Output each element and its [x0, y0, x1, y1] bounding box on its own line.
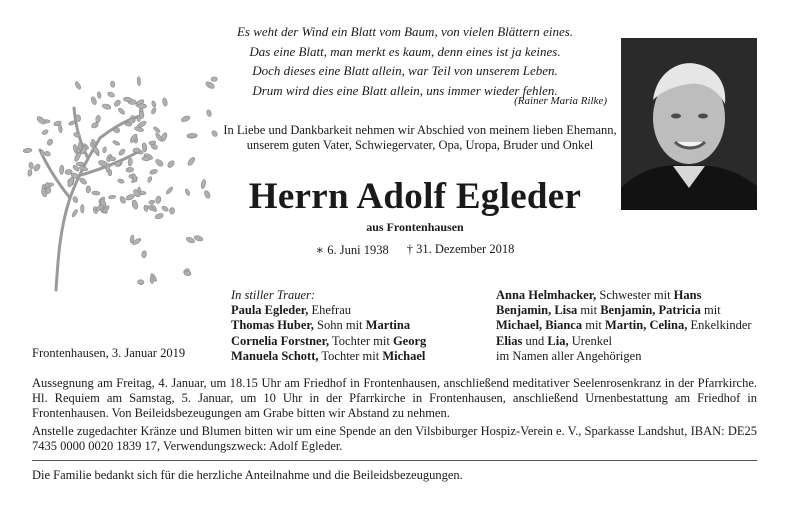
- leaf-shape: [184, 271, 191, 276]
- leaf-shape: [92, 191, 100, 195]
- leaf-shape: [114, 128, 120, 133]
- leaf-shape: [59, 165, 64, 174]
- mourner-name: Thomas Huber,: [231, 318, 314, 333]
- leaf-shape: [147, 176, 153, 183]
- leaf-shape: [153, 126, 161, 133]
- mourner-line: [496, 288, 766, 303]
- mourner-name: Michael, Bianca: [496, 318, 583, 333]
- leaf-shape: [206, 109, 212, 117]
- leaf-shape: [134, 126, 144, 132]
- leaf-shape: [139, 111, 144, 119]
- poem-line: Es weht der Wind ein Blatt vom Baum, von vielen Blättern eines.: [236, 24, 574, 39]
- leaf-shape: [211, 130, 218, 138]
- leaf-shape: [169, 207, 175, 214]
- leaf-shape: [74, 81, 81, 90]
- mourners-list-right: [496, 288, 766, 364]
- donation-info: Anstelle zugedachter Kränze und Blumen bitten wir um eine Spende an den Vilsbiburger Hospiz-Verein e. V., Sparkasse Landshut, IBAN: DE25 7435 0000 0020 1839 17, Verwendungszweck: Adolf Egleder.: [32, 424, 757, 454]
- leaf-shape: [33, 163, 42, 172]
- leaf-shape: [28, 162, 34, 169]
- leaf-shape: [44, 151, 51, 157]
- mourner-name: Lia,: [547, 333, 569, 348]
- mourner-line: [496, 318, 766, 333]
- leaf-shape: [72, 196, 78, 203]
- closing-thanks: Die Familie bedankt sich für die herzliche Anteilnahme und die Beileidsbezeugungen.: [32, 468, 463, 482]
- leaf-shape: [154, 213, 163, 220]
- leaf-shape: [123, 97, 132, 103]
- leaf-shape: [180, 115, 190, 123]
- mourner-name: Manuela Schott,: [231, 348, 319, 363]
- leaf-shape: [109, 157, 116, 161]
- leaf-shape: [149, 200, 156, 205]
- leaf-shape: [137, 76, 141, 85]
- leaf-shape: [102, 147, 107, 154]
- leaf-shape: [81, 204, 84, 213]
- leaf-shape: [117, 107, 125, 115]
- mourner-line: im Namen aller Angehörigen: [496, 348, 642, 363]
- mourner-name: Benjamin, Lisa: [496, 303, 578, 318]
- leaf-shape: [27, 169, 32, 176]
- leaf-shape: [184, 188, 190, 196]
- mourner-partner: Martina: [365, 318, 411, 333]
- mourner-name: Benjamin, Patricia: [600, 303, 701, 318]
- leaf-shape: [41, 129, 49, 136]
- leaf-shape: [79, 177, 88, 185]
- mourner-line: [496, 334, 766, 349]
- divider: [32, 460, 757, 461]
- life-dates: [205, 242, 625, 258]
- mourner-relation: mit: [582, 318, 606, 333]
- leaf-shape: [137, 104, 146, 109]
- leaf-shape: [76, 162, 84, 166]
- leaf-shape: [151, 107, 157, 115]
- poem-line: Doch dieses eine Blatt allein, war Teil von unserem Leben.: [252, 63, 558, 78]
- mourner-name: Cornelia Forstner,: [231, 333, 330, 348]
- leaf-shape: [165, 186, 173, 195]
- leaf-shape: [112, 140, 120, 146]
- mourner-relation: und: [522, 333, 548, 348]
- deceased-name: Herrn Adolf Egleder: [248, 176, 582, 217]
- leaf-shape: [90, 96, 97, 105]
- leaf-shape: [23, 148, 32, 153]
- leaf-shape: [68, 120, 76, 126]
- leaf-shape: [106, 164, 110, 173]
- leaf-shape: [46, 138, 53, 146]
- funeral-info: Aussegnung am Freitag, 4. Januar, um 18.15 Uhr am Friedhof in Frontenhausen, anschließend meditativer Seelenrosenkranz in der Pfarrkirche. Hl. Requiem am Samstag, 5. Januar, um 10 Uhr in der Pfarrkirche in Frontenhausen, anschließend Urnenbestattung am Friedhof in Frontenhausen. Von Beileidsbezeugungen am Grabe bitten wir Abstand zu nehmen.: [32, 376, 757, 421]
- poem-source: (Rainer Maria Rilke): [514, 95, 607, 107]
- portrait-photo: [621, 38, 757, 210]
- birth-date: ∗ 6. Juni 1938: [315, 243, 389, 257]
- leaf-shape: [110, 81, 115, 88]
- leaf-shape: [107, 91, 115, 98]
- leaf-shape: [71, 209, 78, 218]
- leaf-shape: [162, 98, 168, 107]
- mourner-relation: Tochter mit: [318, 348, 383, 363]
- poem-line: Drum wird dies eine Blatt allein, uns immer wieder fehlen.: [252, 82, 558, 98]
- deceased-origin: aus Frontenhausen: [366, 220, 464, 234]
- leaf-shape: [154, 158, 164, 167]
- mourner-line: [231, 334, 426, 349]
- leaf-shape: [187, 133, 197, 138]
- poem-line: Das eine Blatt, man merkt es kaum, denn eines ist ja keines.: [249, 43, 561, 59]
- mourner-name: Paula Egleder,: [231, 303, 309, 318]
- leaf-shape: [40, 150, 45, 157]
- leaf-shape: [128, 158, 133, 166]
- leaf-shape: [102, 103, 112, 110]
- leaf-shape: [58, 124, 63, 133]
- leaf-shape: [149, 169, 158, 176]
- leaf-shape: [143, 205, 148, 212]
- leaf-shape: [36, 115, 47, 125]
- leaf-shape: [126, 167, 134, 173]
- mourner-relation: Ehefrau: [308, 303, 352, 318]
- mourner-relation: Schwester mit: [596, 288, 674, 302]
- leaf-shape: [97, 92, 102, 99]
- mourner-name: Anna Helmhacker,: [496, 288, 597, 302]
- leaf-shape: [86, 186, 91, 193]
- mourner-name: Elias: [496, 333, 523, 348]
- mourner-relation: Enkelkinder: [687, 318, 752, 333]
- leaf-shape: [117, 178, 124, 184]
- poem: [205, 22, 605, 100]
- leaf-shape: [133, 148, 140, 153]
- mourners-heading: In stiller Trauer:: [231, 288, 316, 302]
- mourner-partner: Hans: [673, 288, 702, 302]
- leaf-shape: [78, 142, 82, 150]
- mourner-partner: Georg: [392, 333, 427, 348]
- leaf-shape: [131, 199, 139, 210]
- leaf-shape: [141, 250, 146, 258]
- leaf-shape: [118, 148, 126, 156]
- mourner-relation: mit: [577, 303, 601, 318]
- mourner-relation: mit: [700, 303, 721, 318]
- leaf-shape: [142, 156, 150, 161]
- leaf-shape: [119, 195, 127, 204]
- leaf-shape: [161, 205, 169, 212]
- mourners-list-left: [231, 288, 426, 364]
- mourner-name: Martin, Celina,: [605, 318, 688, 333]
- leaf-shape: [95, 115, 101, 123]
- mourner-line: [496, 303, 766, 318]
- mourner-partner: Michael: [382, 348, 426, 363]
- leaf-shape: [167, 160, 176, 169]
- leaf-shape: [79, 166, 88, 171]
- leaf-shape: [155, 196, 162, 204]
- place-date: Frontenhausen, 3. Januar 2019: [32, 346, 186, 360]
- tree-illustration: [18, 58, 218, 298]
- death-date: † 31. Dezember 2018: [406, 242, 515, 256]
- leaf-shape: [113, 99, 121, 107]
- mourner-line: [231, 303, 426, 318]
- leaf-shape: [108, 195, 116, 199]
- leaf-shape: [137, 279, 144, 285]
- leaf-shape: [187, 156, 196, 166]
- mourner-relation: Tochter mit: [329, 333, 393, 348]
- mourner-line: [231, 349, 426, 364]
- mourner-relation: Urenkel: [568, 333, 612, 348]
- intro-text: In Liebe und Dankbarkeit nehmen wir Abschied von meinem lieben Ehemann, unserem guten Vater, Schwiegervater, Opa, Uropa, Bruder und Onkel: [223, 123, 617, 152]
- leaf-shape: [150, 276, 154, 284]
- leaf-shape: [151, 100, 156, 107]
- mourner-line: [231, 318, 426, 333]
- leaf-shape: [142, 142, 147, 152]
- mourner-relation: Sohn mit: [313, 318, 366, 333]
